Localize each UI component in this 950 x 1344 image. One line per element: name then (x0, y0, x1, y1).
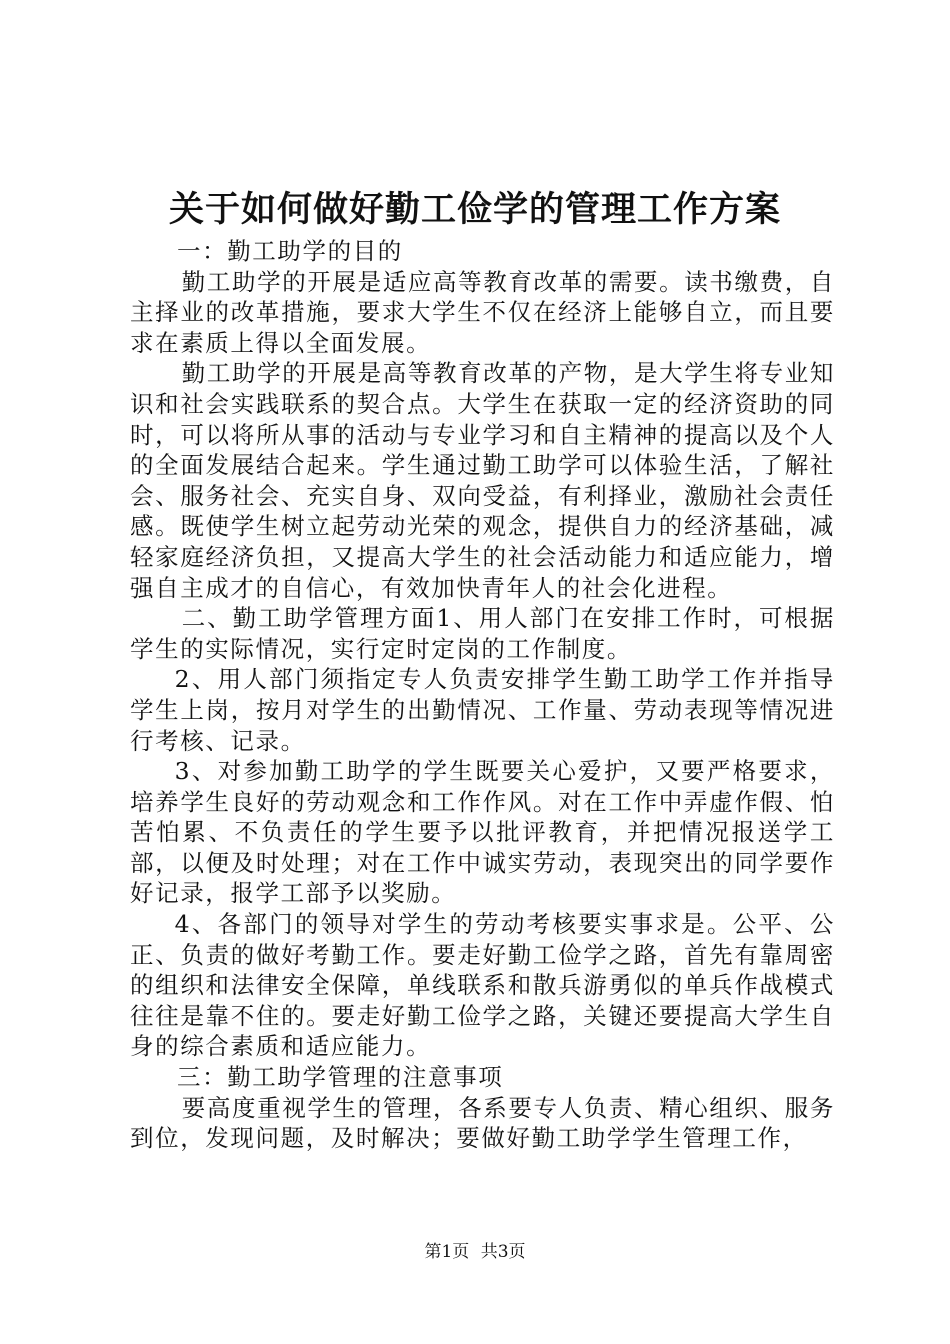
document-title: 关于如何做好勤工俭学的管理工作方案 (168, 189, 781, 230)
paragraph-item-4: 4、各部门的领导对学生的劳动考核要实事求是。公平、公正、负责的做好考勤工作。要走好勤工俭学之路，首先有靠周密的组织和法律安全保障，单线联系和散兵游勇似的单兵作战模式往往是靠不住的。要走好勤工俭学之路，关键还要提高大学生自身的综合素质和适应能力。 (130, 910, 835, 1061)
page-number: 第1页 (424, 1242, 470, 1262)
section-heading-notes: 三：勤工助学管理的注意事项 (177, 1063, 504, 1092)
paragraph-notes: 要高度重视学生的管理，各系要专人负责、精心组织、服务到位，发现问题，及时解决；要做好勤工助学学生管理工作， (130, 1093, 835, 1153)
paragraph-item-2: 2、用人部门须指定专人负责安排学生勤工助学工作并指导学生上岗，按月对学生的出勤情况、工作量、劳动表现等情况进行考核、记录。 (130, 665, 835, 755)
page-footer (0, 1240, 950, 1264)
page-total: 共3页 (480, 1242, 526, 1262)
section-heading-purpose: 一：勤工助学的目的 (177, 237, 403, 265)
paragraph-reform-need: 勤工助学的开展是适应高等教育改革的需要。读书缴费，自主择业的改革措施，要求大学生不仅在经济上能够自立，而且要求在素质上得以全面发展。 (130, 267, 835, 357)
document-body (130, 236, 835, 1154)
section-heading-management: 二、勤工助学管理方面1、用人部门在安排工作时，可根据学生的实际情况，实行定时定岗的工作制度。 (130, 604, 835, 663)
paragraph-item-3: 3、对参加勤工助学的学生既要关心爱护，又要严格要求，培养学生良好的劳动观念和工作作风。对在工作中弄虚作假、怕苦怕累、不负责任的学生要予以批评教育，并把情况报送学工部，以便及时处理；对在工作中诚实劳动，表现突出的同学要作好记录，报学工部予以奖励。 (130, 757, 835, 908)
paragraph-reform-product: 勤工助学的开展是高等教育改革的产物，是大学生将专业知识和社会实践联系的契合点。大学生在获取一定的经济资助的同时，可以将所从事的活动与专业学习和自主精神的提高以及个人的全面发展结合起来。学生通过勤工助学可以体验生活，了解社会、服务社会、充实自身、双向受益，有利择业，激励社会责任感。既使学生树立起劳动光荣的观念，提供自力的经济基础，减轻家庭经济负担，又提高大学生的社会活动能力和适应能力，增强自主成才的自信心，有效加快青年人的社会化进程。 (130, 359, 835, 602)
